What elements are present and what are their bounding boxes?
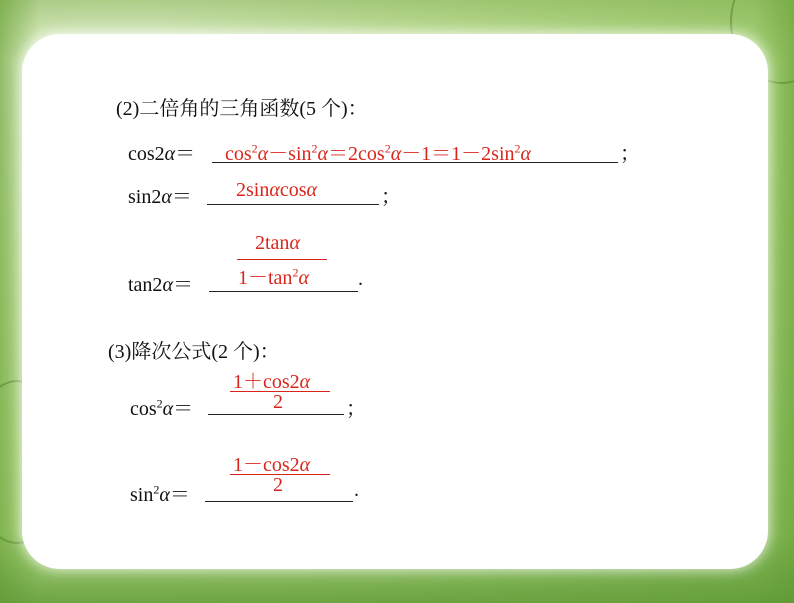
formula-cos2-end: ；	[620, 143, 640, 165]
formula-tan2-end: .	[358, 268, 363, 290]
formula-cos2-lhs: cos2α＝	[128, 143, 196, 165]
answer-blank-cos-sq	[208, 414, 344, 415]
answer-blank-tan2	[209, 291, 358, 292]
formula-sin2-end: ；	[381, 186, 401, 208]
formula-cos-sq-lhs: $\cos^2\alpha=$	[130, 396, 194, 420]
formula-sin-sq-lhs: $\sin^2\alpha=$	[130, 482, 190, 506]
formula-sin2-lhs: sin2α＝	[128, 186, 192, 208]
answer-cos2: $\cos^2\alpha-\sin^2\alpha=2\cos^2\alpha-1=1-2\sin^2\alpha$	[225, 141, 532, 165]
formula-tan2-lhs: tan2α＝	[128, 274, 193, 296]
section-2-title: (2)二倍角的三角函数(5 个)：	[116, 98, 368, 120]
answer-cos-sq-numerator: 1＋cos2α	[233, 371, 311, 393]
formula-cos-sq-end: ；	[346, 398, 366, 420]
answer-blank-sin-sq	[205, 501, 353, 502]
answer-blank-sin2	[207, 204, 379, 205]
section-3-title: (3)降次公式(2 个)：	[108, 341, 280, 363]
answer-sin2: 2sinαcosα	[236, 179, 318, 201]
answer-sin-sq-denominator: 2	[273, 474, 283, 496]
answer-tan2-numerator: 2tanα	[255, 232, 300, 254]
answer-sin-sq-numerator: 1－cos2α	[233, 454, 311, 476]
answer-cos-sq-denominator: 2	[273, 391, 283, 413]
answer-tan2-fraction-bar	[237, 259, 327, 260]
answer-tan2-denominator: $1-\tan^2\alpha$	[238, 265, 309, 289]
formula-sin-sq-end: .	[354, 479, 359, 501]
